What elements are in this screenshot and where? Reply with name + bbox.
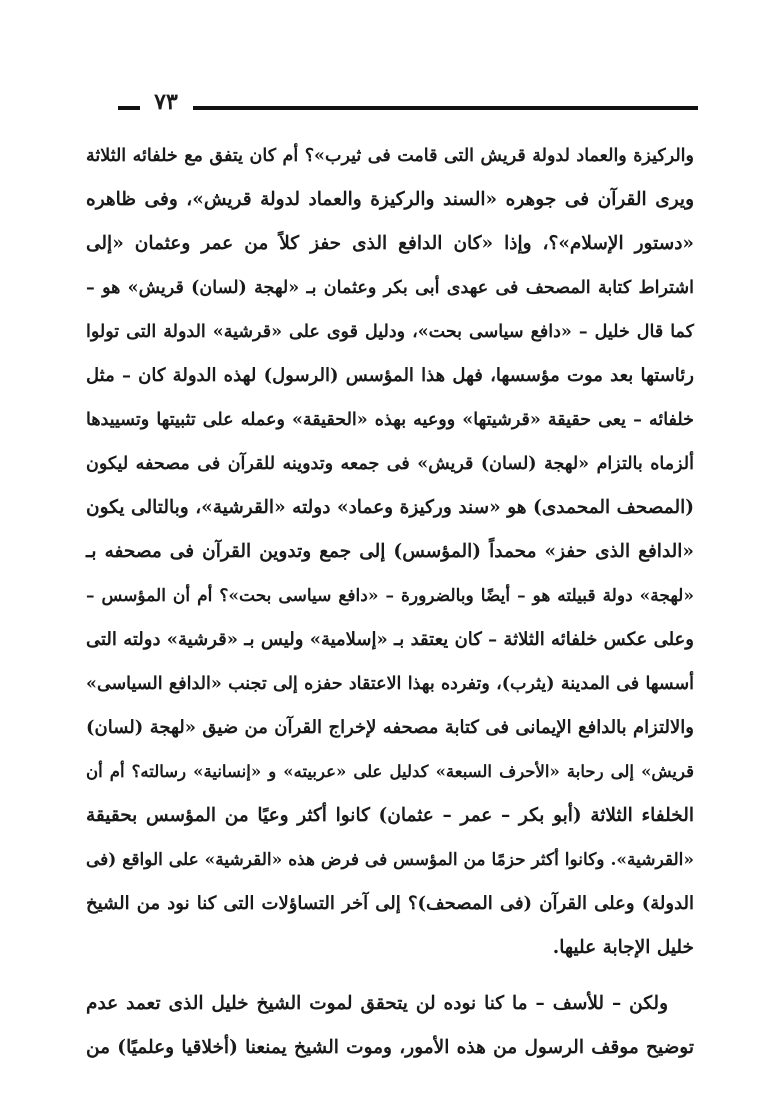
body-text [86, 134, 694, 1070]
page-header [118, 89, 698, 116]
text-line: ولكن – للأسف – ما كنا نوده لن يتحقق لموت الشيخ خليل الذى تعمد عدم [86, 993, 668, 1014]
header-rule-long [193, 106, 698, 110]
paragraph [86, 982, 694, 1070]
text-line: اشتراط كتابة المصحف فى عهدى أبى بكر وعثمان بـ «لهجة (لسان) قريش» هو – [86, 278, 694, 298]
paragraph [86, 134, 694, 970]
text-line: وعلى عكس خلفائه الثلاثة – كان يعتقد بـ «إسلامية» وليس بـ «قرشية» دولته التى [86, 629, 694, 650]
text-line: والركيزة والعماد لدولة قريش التى قامت فى ثيرب»؟ أم كان يتفق مع خلفائه الثلاثة [86, 146, 694, 166]
text-line: خليل الإجابة عليها. [552, 937, 694, 958]
text-line: توضيح موقف الرسول من هذه الأمور، وموت الشيخ يمنعنا (أخلاقيا وعلميًا) من [86, 1037, 694, 1058]
text-line: والالتزام بالدافع الإيمانى فى كتابة مصحفه لإخراج القرآن من ضيق «لهجة (لسان) [86, 717, 694, 738]
text-line: الخلفاء الثلاثة (أبو بكر – عمر – عثمان) كانوا أكثر وعيًا من المؤسس بحقيقة [86, 805, 694, 826]
text-line: (المصحف المحمدى) هو «سند وركيزة وعماد» دولته «القرشية»، وبالتالى يكون [86, 497, 694, 518]
text-line: خلفائه – يعى حقيقة «قرشيتها» ووعيه بهذه «الحقيقة» وعمله على تثبيتها وتسييدها [86, 410, 694, 430]
header-rule-short [118, 106, 140, 110]
text-line: كما قال خليل – «دافع سياسى بحت»، ودليل قوى على «قرشية» الدولة التى تولوا [86, 322, 694, 342]
text-line: ويرى القرآن فى جوهره «السند والركيزة والعماد لدولة قريش»، وفى ظاهره [86, 189, 694, 210]
text-line: قريش» إلى رحابة «الأحرف السبعة» كدليل على «عربيته» و «إنسانية» رسالته؟ أم أن [86, 762, 694, 781]
text-line: «دستور الإسلام»؟، وإذا «كان الدافع الذى حفز كلاً من عمر وعثمان «إلى [86, 233, 694, 254]
text-line: ألزماه بالتزام «لهجة (لسان) قريش» فى جمعه وتدوينه للقرآن فى مصحفه ليكون [86, 454, 694, 474]
paragraph-gap [86, 970, 694, 982]
text-line: الدولة) وعلى القرآن (فى المصحف)؟ إلى آخر التساؤلات التى كنا نود من الشيخ [86, 893, 694, 914]
text-line: أسسها فى المدينة (يثرب)، وتفرده بهذا الاعتقاد حفزه إلى تجنب «الدافع السياسى» [86, 674, 694, 694]
text-line: «القرشية». وكانوا أكثر حزمًا من المؤسس فى فرض هذه «القرشية» على الواقع (فى [86, 850, 694, 870]
text-line: رئاستها بعد موت مؤسسها، فهل هذا المؤسس (الرسول) لهذه الدولة كان – مثل [86, 365, 694, 386]
page-number: ٧٣ [154, 89, 178, 115]
text-line: «الدافع الذى حفز» محمداً (المؤسس) إلى جمع وتدوين القرآن فى مصحفه بـ [86, 541, 694, 562]
text-line: «لهجة» دولة قبيلته هو – أيضًا وبالضرورة – «دافع سياسى بحت»؟ أم أن المؤسس – [86, 586, 694, 606]
